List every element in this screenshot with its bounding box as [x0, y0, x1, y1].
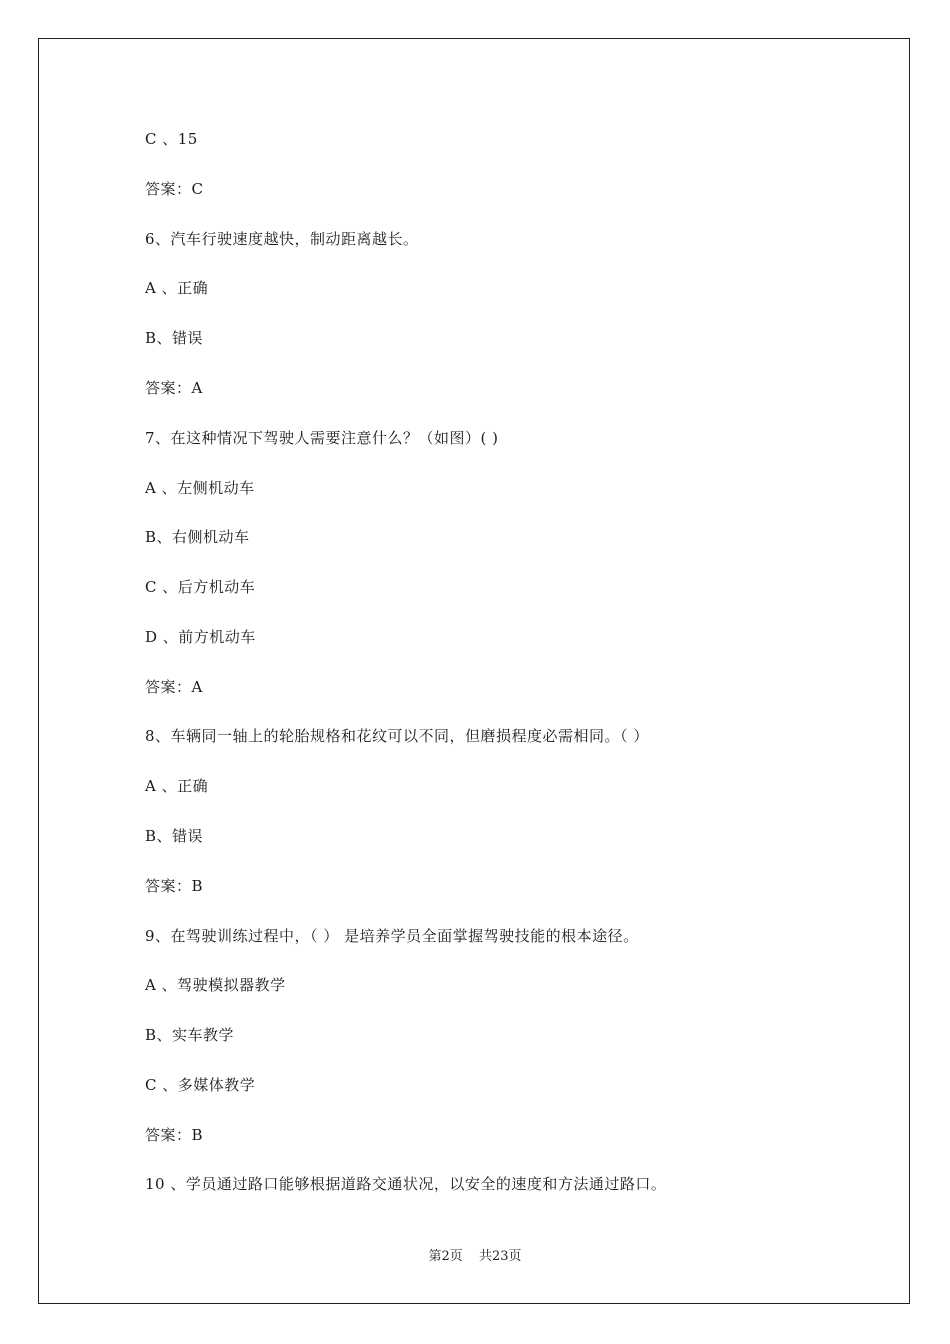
option-line: C 、15 — [145, 130, 198, 148]
question-line: 6、汽车行驶速度越快，制动距离越长。 — [145, 230, 419, 248]
option-line: B、错误 — [145, 827, 204, 845]
option-line: A 、驾驶模拟器教学 — [145, 976, 286, 994]
answer-line: 答案：A — [145, 678, 203, 696]
option-line: B、右侧机动车 — [145, 528, 250, 546]
option-line: C 、多媒体教学 — [145, 1076, 256, 1094]
question-line: 8、车辆同一轴上的轮胎规格和花纹可以不同，但磨损程度必需相同。（ ） — [145, 727, 649, 745]
option-line: D 、前方机动车 — [145, 628, 256, 646]
page-border — [38, 38, 910, 1304]
page-total: 共23页 — [478, 1249, 522, 1264]
question-line: 7、在这种情况下驾驶人需要注意什么？（如图）( ) — [145, 429, 499, 447]
option-line: B、错误 — [145, 329, 204, 347]
option-line: A 、左侧机动车 — [145, 479, 255, 497]
question-line: 10 、学员通过路口能够根据道路交通状况，以安全的速度和方法通过路口。 — [145, 1175, 667, 1193]
question-line: 9、在驾驶训练过程中，（ ） 是培养学员全面掌握驾驶技能的根本途径。 — [145, 927, 639, 945]
answer-line: 答案：A — [145, 379, 203, 397]
answer-line: 答案：B — [145, 877, 204, 895]
page-number: 第2页 — [428, 1249, 463, 1264]
option-line: A 、正确 — [145, 279, 209, 297]
option-line: A 、正确 — [145, 777, 209, 795]
page-footer — [0, 1248, 950, 1266]
answer-line: 答案：B — [145, 1126, 204, 1144]
option-line: B、实车教学 — [145, 1026, 235, 1044]
option-line: C 、后方机动车 — [145, 578, 256, 596]
answer-line: 答案：C — [145, 180, 204, 198]
